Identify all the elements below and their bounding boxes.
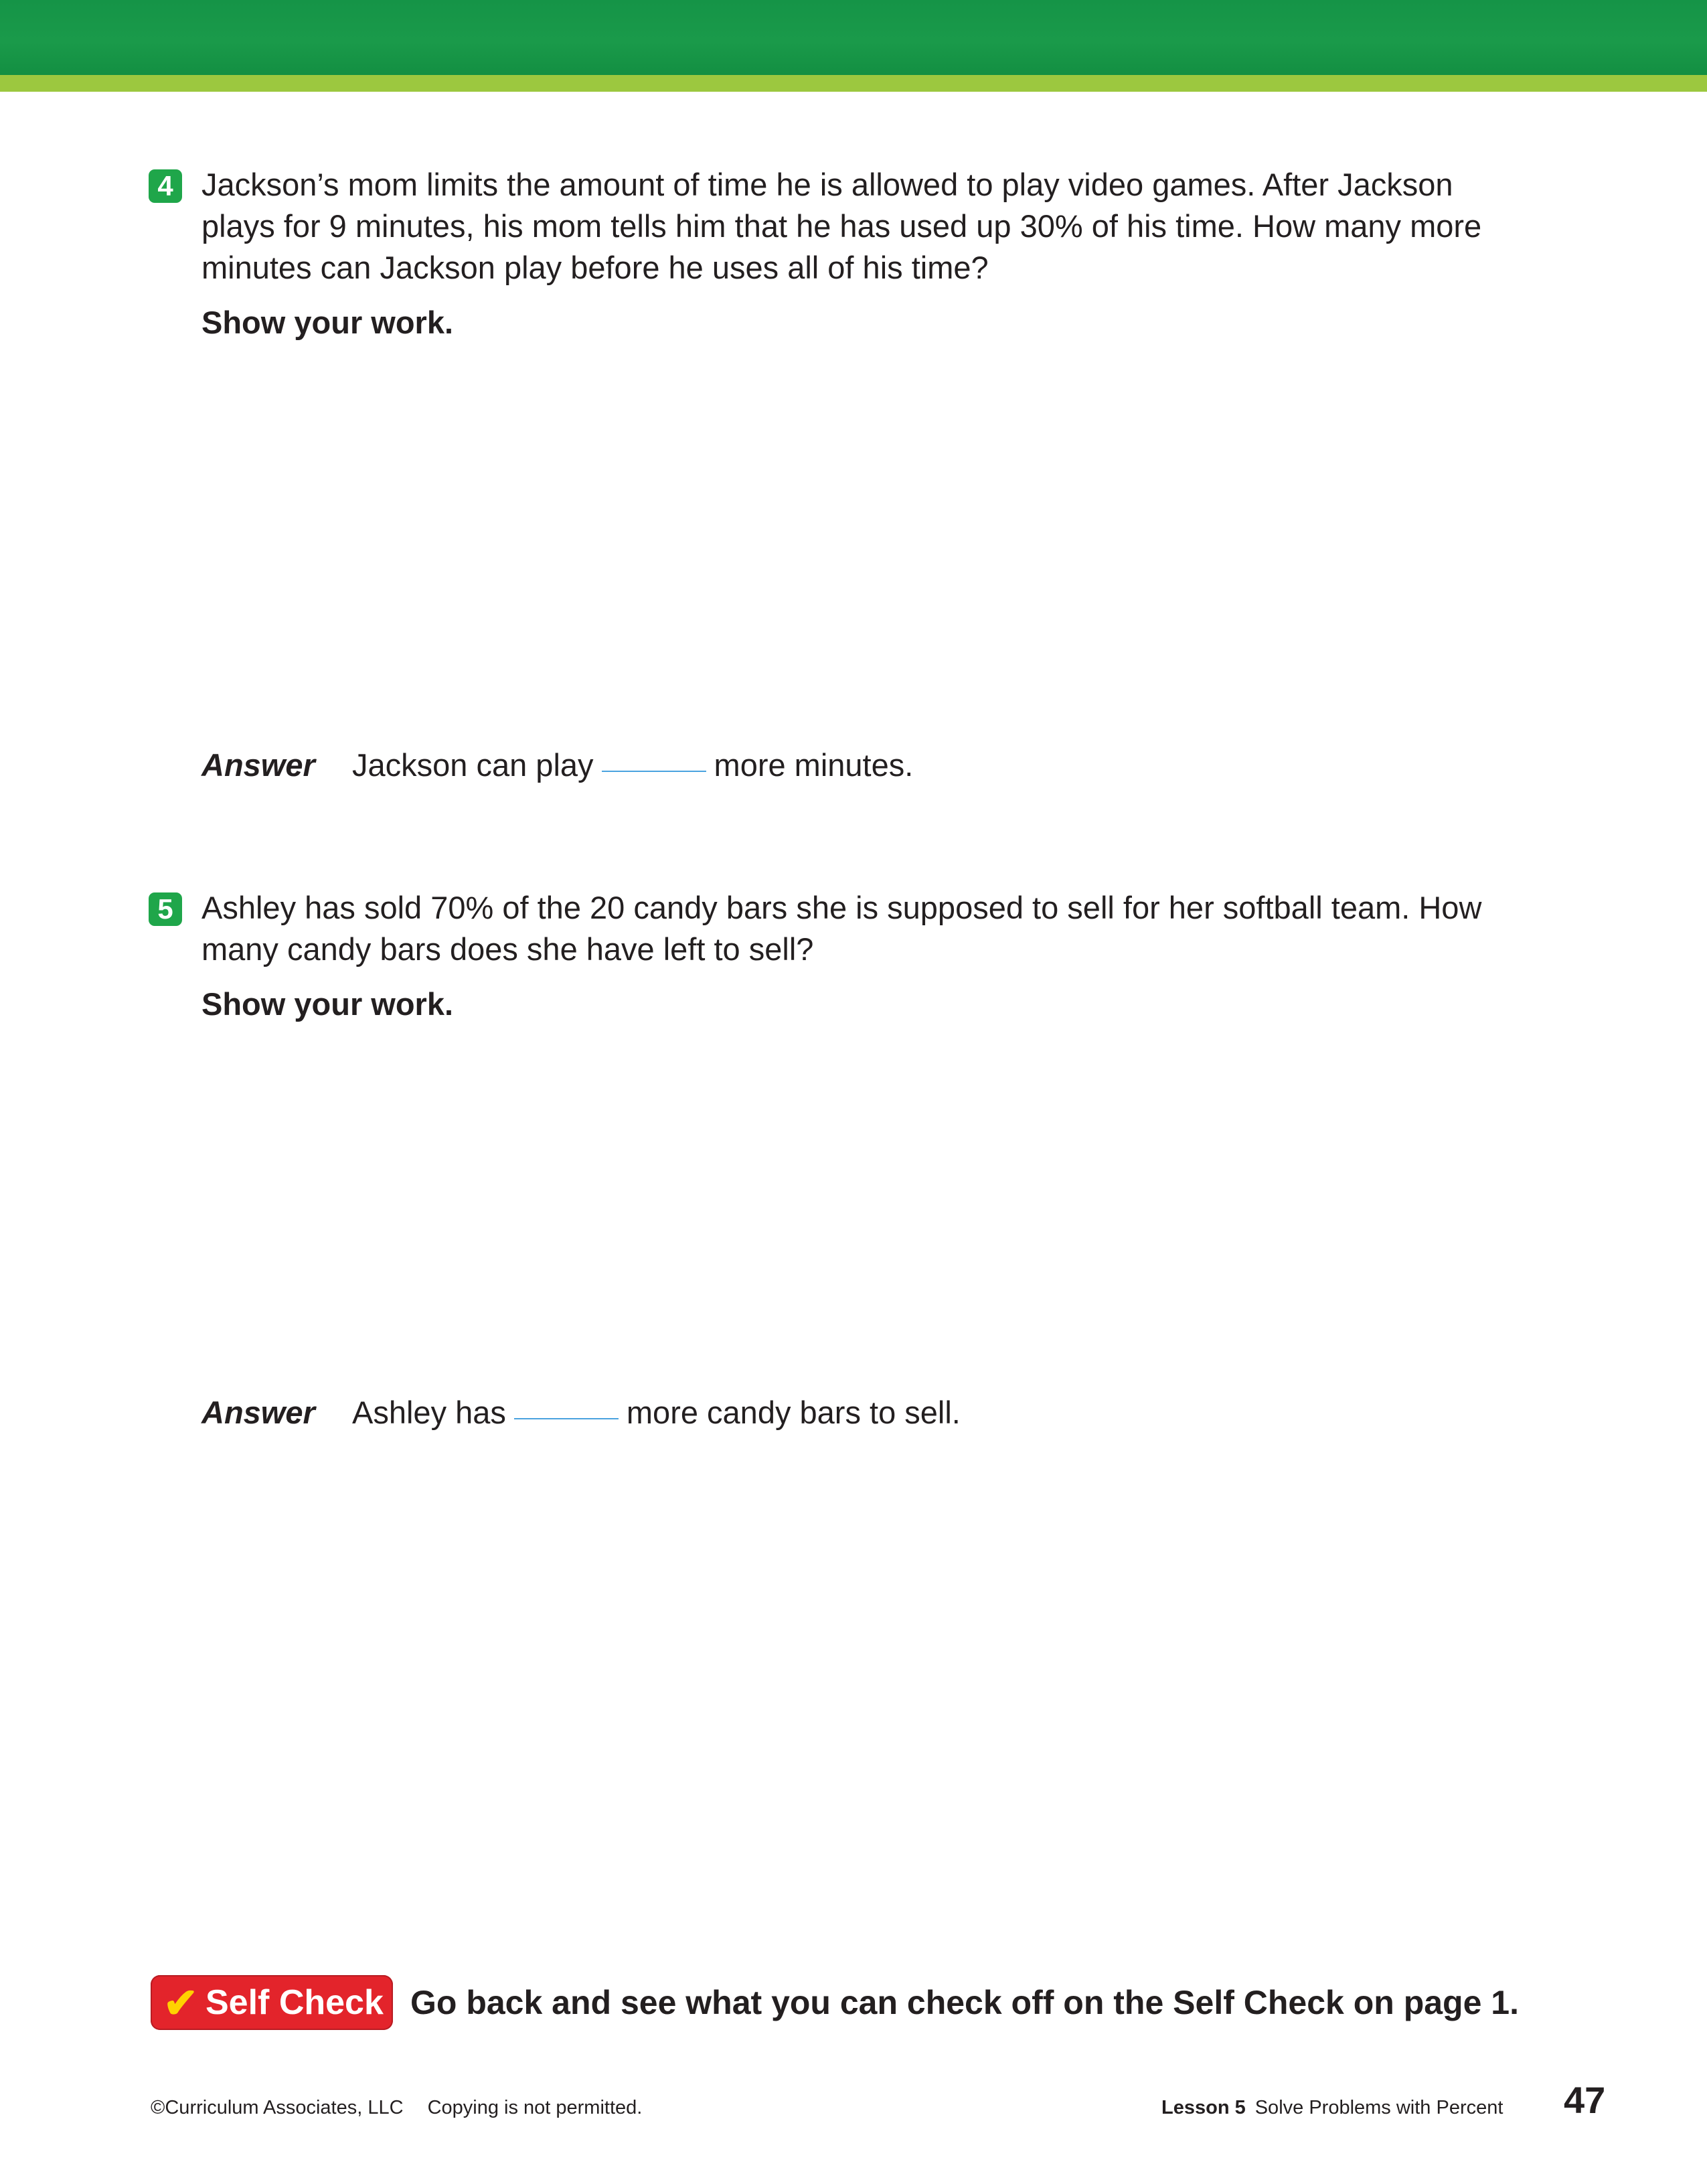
answer-label: Answer [201,1395,315,1430]
answer-line-4 [201,745,913,786]
self-check-instruction: Go back and see what you can check off on the Self Check on page 1. [410,1984,1519,2021]
question-number-badge: 5 [149,892,182,926]
header-stripe [0,75,1707,92]
self-check-label: Self Check [206,1983,384,2022]
lesson-label: Lesson 5 [1161,2097,1246,2118]
checkmark-icon: ✔ [163,1980,198,2027]
question-text: Ashley has sold 70% of the 20 candy bars she is supposed to sell for her softball team. How many candy bars does she have left to sell? [201,890,1482,967]
copyright-text: ©Curriculum Associates, LLC [151,2097,404,2118]
self-check-badge [151,1975,393,2030]
answer-label: Answer [201,747,315,783]
show-work-label: Show your work. [201,305,454,340]
lesson-title: Solve Problems with Percent [1254,2097,1503,2118]
answer-blank[interactable] [514,1418,619,1419]
answer-suffix: more minutes. [714,747,914,783]
question-5 [149,887,1528,1025]
copy-notice: Copying is not permitted. [427,2097,643,2118]
answer-suffix: more candy bars to sell. [626,1395,961,1430]
question-number-badge: 4 [149,169,182,203]
footer-lesson [1161,2094,1503,2121]
answer-line-5 [201,1392,961,1433]
footer-copyright [151,2094,642,2121]
show-work-label: Show your work. [201,986,454,1022]
answer-prefix: Jackson can play [352,747,594,783]
question-text: Jackson’s mom limits the amount of time he is allowed to play video games. After Jackson plays for 9 minutes, his mom tells him that he has used up 30% of his time. How many more minutes can Jackson play before he uses all of his time? [201,167,1482,285]
answer-blank[interactable] [602,771,706,772]
header-band [0,0,1707,75]
question-4 [149,164,1528,343]
answer-prefix: Ashley has [352,1395,506,1430]
page-number: 47 [1564,2079,1606,2121]
